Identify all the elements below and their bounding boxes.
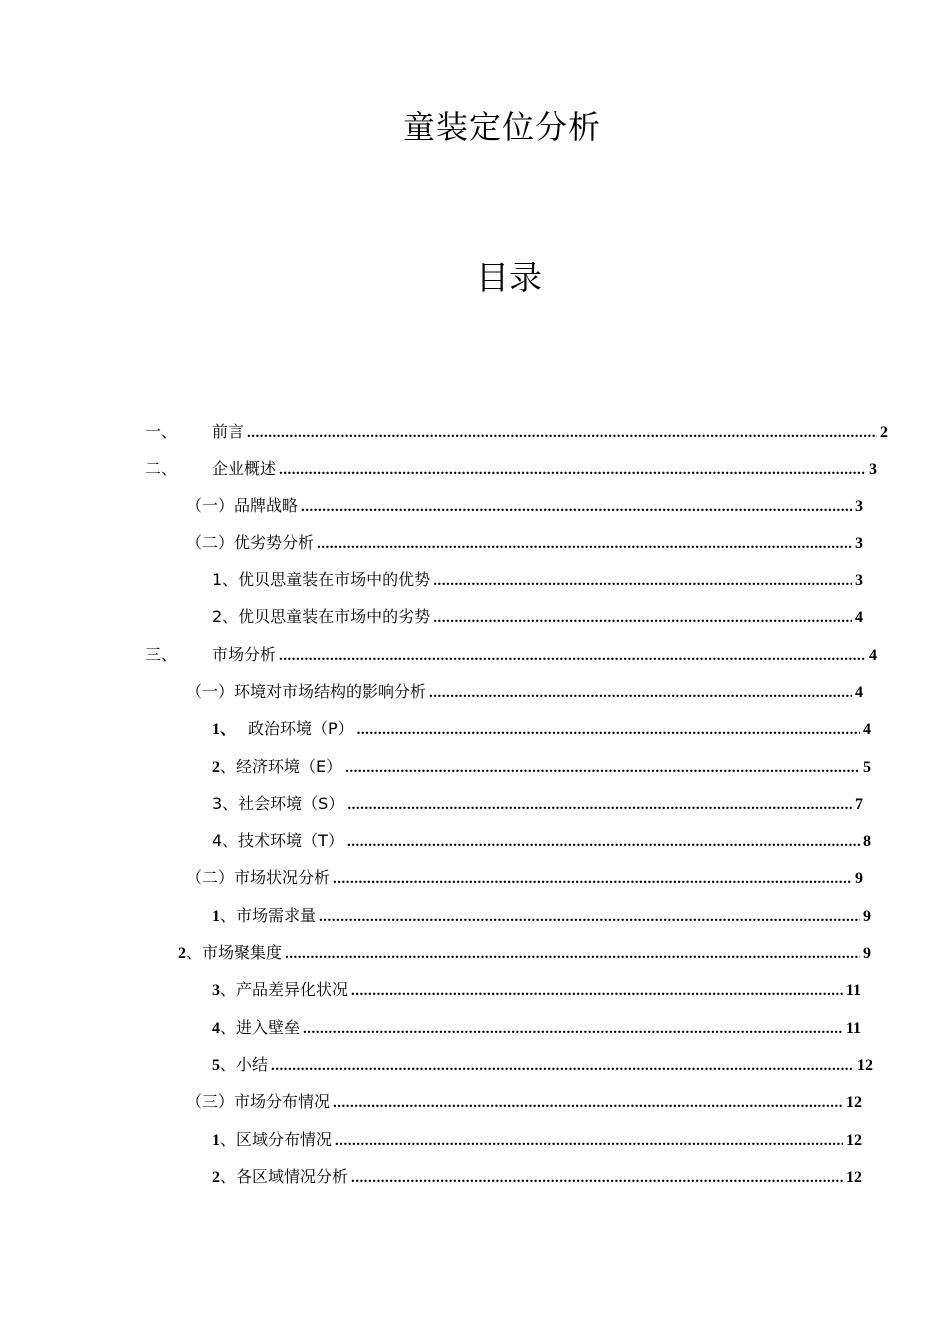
toc-entry-page: 12 — [857, 1057, 873, 1074]
toc-entry-label: （三）市场分布情况 — [186, 1092, 331, 1111]
toc-entry-label: （一）环境对市场结构的影响分析 — [186, 682, 427, 701]
toc-entry-label: 、经济环境（E） — [220, 757, 343, 776]
toc-entry-label: 、市场聚集度 — [186, 943, 283, 962]
toc-entry-page: 11 — [845, 1020, 861, 1037]
toc-entry-label: （二）市场状况分析 — [186, 868, 331, 887]
toc-entry-label: 、进入壁垒 — [220, 1018, 301, 1037]
toc-entry-label: （一）品牌战略 — [186, 496, 299, 515]
toc-leader-dots — [333, 1091, 843, 1115]
toc-leader-dots — [247, 421, 877, 445]
toc-entry-number: 2 — [212, 759, 220, 776]
toc-entry[interactable] — [212, 792, 863, 816]
toc-entry[interactable] — [186, 1090, 862, 1114]
toc-entry-number: 4 — [212, 1020, 220, 1037]
toc-entry[interactable] — [212, 755, 871, 779]
toc-entry[interactable] — [145, 457, 877, 481]
toc-entry[interactable] — [186, 866, 863, 890]
toc-entry[interactable] — [212, 568, 863, 592]
toc-entry-number: 2 — [178, 945, 186, 962]
toc-entry-label: 市场分析 — [212, 645, 277, 664]
toc-entry-page: 4 — [869, 647, 877, 664]
toc-entry-number: 二、 — [145, 459, 178, 478]
toc-leader-dots — [319, 905, 860, 929]
toc-leader-dots — [301, 495, 852, 519]
toc-entry[interactable] — [212, 1128, 862, 1152]
toc-entry-page: 4 — [855, 609, 863, 626]
toc-entry-page: 7 — [855, 796, 863, 813]
toc-entry-label: 、各区域情况分析 — [220, 1167, 349, 1186]
toc-entry-label: 、区域分布情况 — [220, 1130, 333, 1149]
toc-entry-page: 9 — [855, 870, 863, 887]
toc-entry-page: 4 — [855, 684, 863, 701]
toc-entry[interactable] — [212, 1053, 873, 1077]
toc-entry[interactable] — [145, 643, 877, 667]
toc-entry-label: 政治环境（P） — [248, 719, 354, 738]
toc-leader-dots — [345, 756, 860, 780]
toc-leader-dots — [335, 1129, 843, 1153]
toc-entry-page: 9 — [863, 908, 871, 925]
toc-entry-label: （二）优劣势分析 — [186, 533, 315, 552]
toc-leader-dots — [333, 867, 852, 891]
toc-entry-page: 3 — [855, 535, 863, 552]
toc-entry-number: 5 — [212, 1057, 220, 1074]
toc-entry[interactable] — [212, 829, 871, 853]
toc-entry-page: 12 — [846, 1169, 862, 1186]
toc-entry[interactable] — [212, 904, 871, 928]
toc-entry[interactable] — [186, 680, 863, 704]
toc-entry[interactable] — [212, 717, 871, 741]
toc-entry-label: 1、优贝思童装在市场中的优势 — [212, 570, 431, 589]
toc-entry-label: 、市场需求量 — [220, 906, 317, 925]
toc-entry-number: 三、 — [145, 645, 178, 664]
toc-entry[interactable] — [145, 420, 888, 444]
toc-leader-dots — [271, 1054, 854, 1078]
toc-leader-dots — [279, 644, 866, 668]
toc-entry-page: 3 — [869, 461, 877, 478]
toc-entry-number: 2 — [212, 1169, 220, 1186]
toc-leader-dots — [303, 1017, 843, 1041]
toc-leader-dots — [433, 569, 852, 593]
toc-entry-number: 一、 — [145, 422, 178, 441]
toc-title: 目录 — [476, 258, 542, 297]
toc-entry-page: 3 — [855, 498, 863, 515]
toc-leader-dots — [357, 718, 860, 742]
toc-entry-page: 11 — [845, 982, 861, 999]
toc-entry-page: 4 — [863, 721, 871, 738]
toc-entry-label: 、小结 — [220, 1055, 269, 1074]
toc-entry-label: 前言 — [212, 422, 245, 441]
toc-leader-dots — [285, 942, 860, 966]
toc-entry-number: 1 — [212, 1132, 220, 1149]
toc-leader-dots — [429, 681, 852, 705]
toc-entry-label: 企业概述 — [212, 459, 277, 478]
toc-entry-page: 3 — [855, 572, 863, 589]
toc-entry-label: 、产品差异化状况 — [220, 980, 349, 999]
toc-entry-number: 1 — [212, 908, 220, 925]
toc-leader-dots — [351, 1166, 843, 1190]
toc-entry[interactable] — [212, 978, 861, 1002]
toc-entry[interactable] — [212, 605, 863, 629]
toc-leader-dots — [351, 979, 843, 1003]
toc-entry[interactable] — [178, 941, 871, 965]
toc-entry[interactable] — [212, 1016, 861, 1040]
toc-entry-label: 2、优贝思童装在市场中的劣势 — [212, 607, 431, 626]
toc-entry[interactable] — [186, 531, 863, 555]
document-title: 童装定位分析 — [402, 108, 601, 146]
toc-entry-number: 3 — [212, 982, 220, 999]
toc-entry-page: 12 — [846, 1094, 862, 1111]
toc-entry-page: 5 — [863, 759, 871, 776]
toc-entry[interactable] — [186, 494, 863, 518]
toc-leader-dots — [279, 458, 866, 482]
toc-leader-dots — [347, 793, 852, 817]
toc-entry[interactable] — [212, 1165, 862, 1189]
toc-leader-dots — [433, 606, 852, 630]
toc-entry-page: 8 — [863, 833, 871, 850]
toc-leader-dots — [347, 830, 860, 854]
toc-entry-page: 2 — [880, 424, 888, 441]
toc-entry-number: 1、 — [212, 721, 237, 738]
toc-leader-dots — [317, 532, 852, 556]
toc-entry-label: 3、社会环境（S） — [212, 794, 345, 813]
toc-entry-page: 12 — [846, 1132, 862, 1149]
toc-entry-page: 9 — [863, 945, 871, 962]
toc-entry-label: 4、技术环境（T） — [212, 831, 344, 850]
